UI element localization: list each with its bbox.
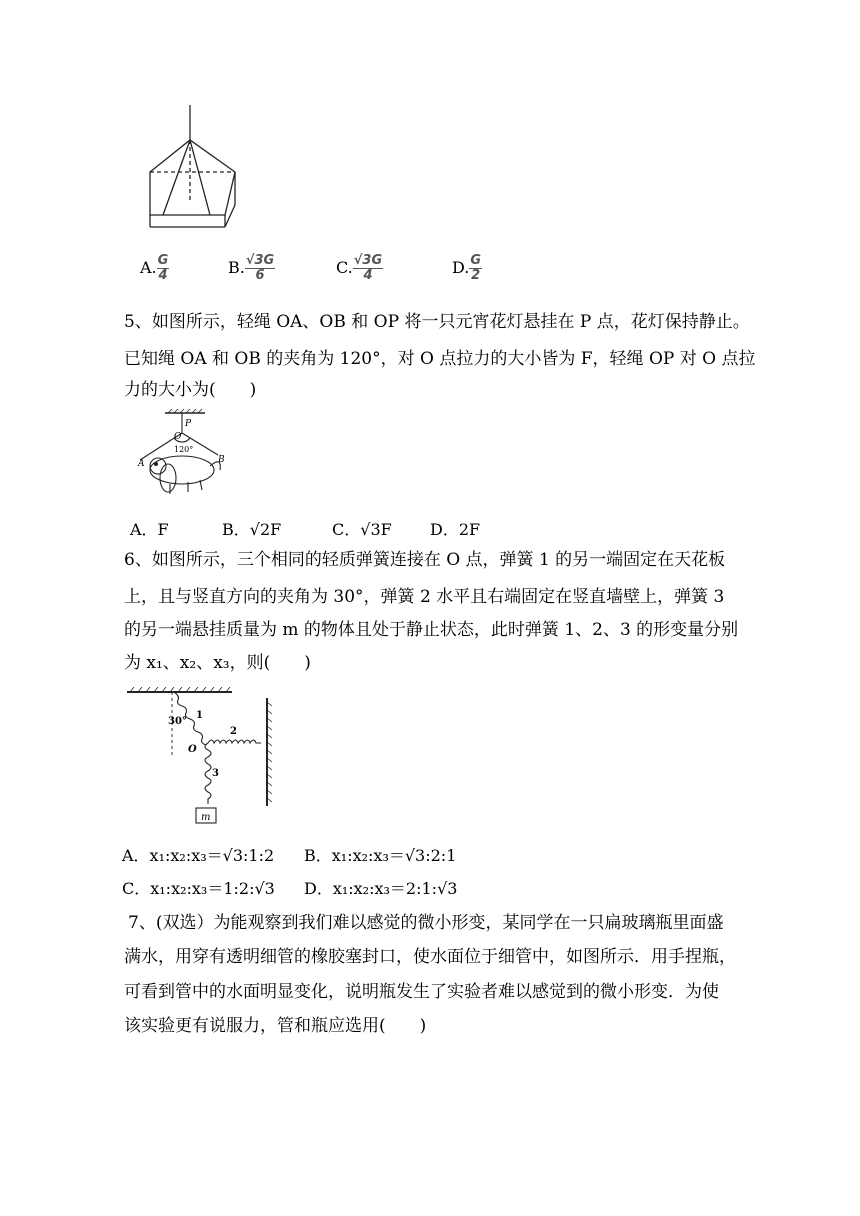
q4-option-d-letter: D. (452, 258, 470, 277)
q4-option-b-fraction: $\frac{√3G}{6}$ (245, 253, 275, 283)
q6-label-spring-1: 1 (196, 710, 203, 721)
q7-stem-line-2: 满水，用穿有透明细管的橡胶塞封口，使水面位于细管中，如图所示．用手捏瓶， (124, 947, 736, 967)
q5-label-angle: 120° (174, 445, 194, 454)
q5-option-c[interactable]: C．√3F (332, 520, 392, 539)
q6-stem-line-4: 为 x₁、x₂、x₃，则( ) (124, 653, 311, 673)
q6-label-spring-2: 2 (230, 726, 237, 737)
q7-stem-line-3: 可看到管中的水面明显变化，说明瓶发生了实验者难以感觉到的微小形变．为使 (124, 982, 719, 1002)
q5-label-p: P (185, 419, 192, 429)
q4-option-c[interactable] (336, 254, 383, 283)
q5-lantern-figure (130, 408, 235, 503)
q4-option-c-fraction: $\frac{√3G}{4}$ (353, 253, 383, 283)
q6-spring-figure (122, 686, 282, 826)
q4-option-c-letter: C. (336, 258, 353, 277)
q5-label-o: O (174, 432, 182, 442)
q6-option-c[interactable]: C．x₁:x₂:x₃＝1:2:√3 (122, 879, 275, 898)
q4-option-a-fraction: $\frac{G}{4}$ (157, 253, 169, 283)
q6-stem-line-1: 6、如图所示，三个相同的轻质弹簧连接在 O 点，弹簧 1 的另一端固定在天花板 (124, 550, 726, 570)
q6-label-mass: m (201, 812, 211, 823)
q4-option-a-letter: A. (140, 258, 157, 277)
q4-option-b[interactable] (228, 254, 275, 283)
q5-stem-line-3: 力的大小为( ) (124, 380, 257, 400)
q7-stem-line-4: 该实验更有说服力，管和瓶应选用( ) (124, 1016, 427, 1036)
q5-label-b: B (218, 455, 225, 465)
q6-stem-line-2: 上，且与竖直方向的夹角为 30°，弹簧 2 水平且右端固定在竖直墙壁上，弹簧 3 (124, 587, 725, 607)
q6-label-angle: 30° (168, 716, 187, 727)
q6-option-b[interactable]: B．x₁:x₂:x₃＝√3:2:1 (304, 846, 457, 865)
q6-label-o: O (188, 744, 197, 755)
q4-option-d[interactable] (452, 254, 482, 283)
q5-stem-line-2: 已知绳 OA 和 OB 的夹角为 120°，对 O 点拉力的大小皆为 F，轻绳 OP 对 O 点拉 (124, 349, 756, 369)
q5-option-a[interactable]: A．F (130, 520, 169, 539)
q4-lamp-figure (140, 105, 250, 230)
q5-label-a: A (138, 459, 145, 469)
q5-stem-line-1: 5、如图所示，轻绳 OA、OB 和 OP 将一只元宵花灯悬挂在 P 点，花灯保持静止。 (124, 312, 750, 332)
q5-option-b[interactable]: B．√2F (222, 520, 282, 539)
q6-label-spring-3: 3 (212, 768, 219, 779)
q5-option-d[interactable]: D．2F (430, 520, 481, 539)
q6-stem-line-3: 的另一端悬挂质量为 m 的物体且处于静止状态，此时弹簧 1、2、3 的形变量分别 (124, 620, 739, 640)
q4-option-d-fraction: $\frac{G}{2}$ (470, 253, 482, 283)
q6-option-d[interactable]: D．x₁:x₂:x₃＝2:1:√3 (304, 879, 458, 898)
q7-stem-line-1: 7、(双选）为能观察到我们难以感觉的微小形变，某同学在一只扁玻璃瓶里面盛 (128, 913, 724, 933)
q4-option-b-letter: B. (228, 258, 245, 277)
q4-option-a[interactable] (140, 254, 169, 283)
q6-option-a[interactable]: A．x₁:x₂:x₃＝√3:1:2 (122, 846, 275, 865)
